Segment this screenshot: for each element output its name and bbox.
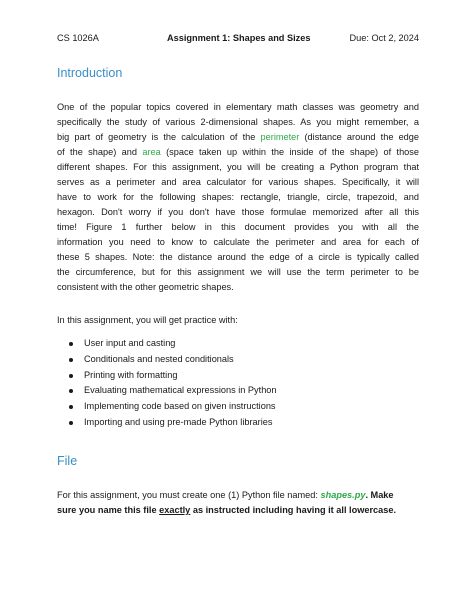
list-item: Evaluating mathematical expressions in Python: [57, 383, 277, 399]
exactly-emphasis: exactly: [159, 505, 191, 515]
bullet-icon: [69, 389, 73, 393]
intro-line: serves as a perimeter and area calculator for various shapes. Specifically, it will: [57, 177, 419, 187]
list-item: User input and casting: [57, 336, 277, 352]
bullet-icon: [69, 374, 73, 378]
intro-paragraph: [57, 100, 419, 295]
intro-line: hexagon. Don't worry if you don't have those formulae memorized after all this: [57, 207, 419, 217]
intro-line: these 5 shapes. Note: the distance around the edge of a circle is typically called: [57, 252, 419, 262]
intro-heading: Introduction: [57, 66, 123, 80]
list-item: Printing with formatting: [57, 368, 277, 384]
intro-line: consistent with the other geometric shapes.: [57, 282, 234, 292]
bullet-icon: [69, 421, 73, 425]
list-item: Implementing code based on given instructions: [57, 399, 277, 415]
file-line: For this assignment, you must create one (1) Python file named: shapes.py. Make: [57, 490, 394, 500]
file-paragraph: [57, 488, 419, 518]
file-line: sure you name this file exactly as instructed including having it all lowercase.: [57, 505, 397, 515]
intro-line: of the shape) and area (space taken up within the inside of the shape) of those: [57, 147, 419, 157]
intro-line: time! Figure 1 further below in this document provides you with all the: [57, 222, 419, 232]
course-code: CS 1026A: [57, 33, 99, 43]
bullet-icon: [69, 342, 73, 346]
filename: shapes.py: [320, 490, 366, 500]
list-item: Importing and using pre-made Python libraries: [57, 415, 277, 431]
intro-line: information you need to know to calculate the perimeter and area for each of: [57, 237, 419, 247]
intro-line: specifically the study of various 2-dimensional shapes. As you might remember, a: [57, 117, 419, 127]
page-header: [57, 33, 419, 47]
bullet-icon: [69, 358, 73, 362]
perimeter-term: perimeter: [260, 132, 300, 142]
intro-line: different shapes. For this assignment, you will be creating a Python program that: [57, 162, 419, 172]
area-term: area: [142, 147, 161, 157]
file-heading: File: [57, 454, 78, 468]
list-item: Conditionals and nested conditionals: [57, 352, 277, 368]
assignment-title: Assignment 1: Shapes and Sizes: [167, 33, 311, 43]
practice-intro: In this assignment, you will get practice with:: [57, 315, 238, 325]
due-date: Due: Oct 2, 2024: [349, 33, 419, 43]
bullet-icon: [69, 405, 73, 409]
practice-list: [57, 336, 277, 431]
intro-line: have to work for the following shapes: rectangle, triangle, circle, trapezoid, and: [57, 192, 419, 202]
intro-line: One of the popular topics covered in elementary math classes was geometry and: [57, 102, 419, 112]
intro-line: the circumference, but for this assignment we will use the term perimeter to be: [57, 267, 419, 277]
intro-line: big part of geometry is the calculation of the perimeter (distance around the edge: [57, 132, 420, 142]
